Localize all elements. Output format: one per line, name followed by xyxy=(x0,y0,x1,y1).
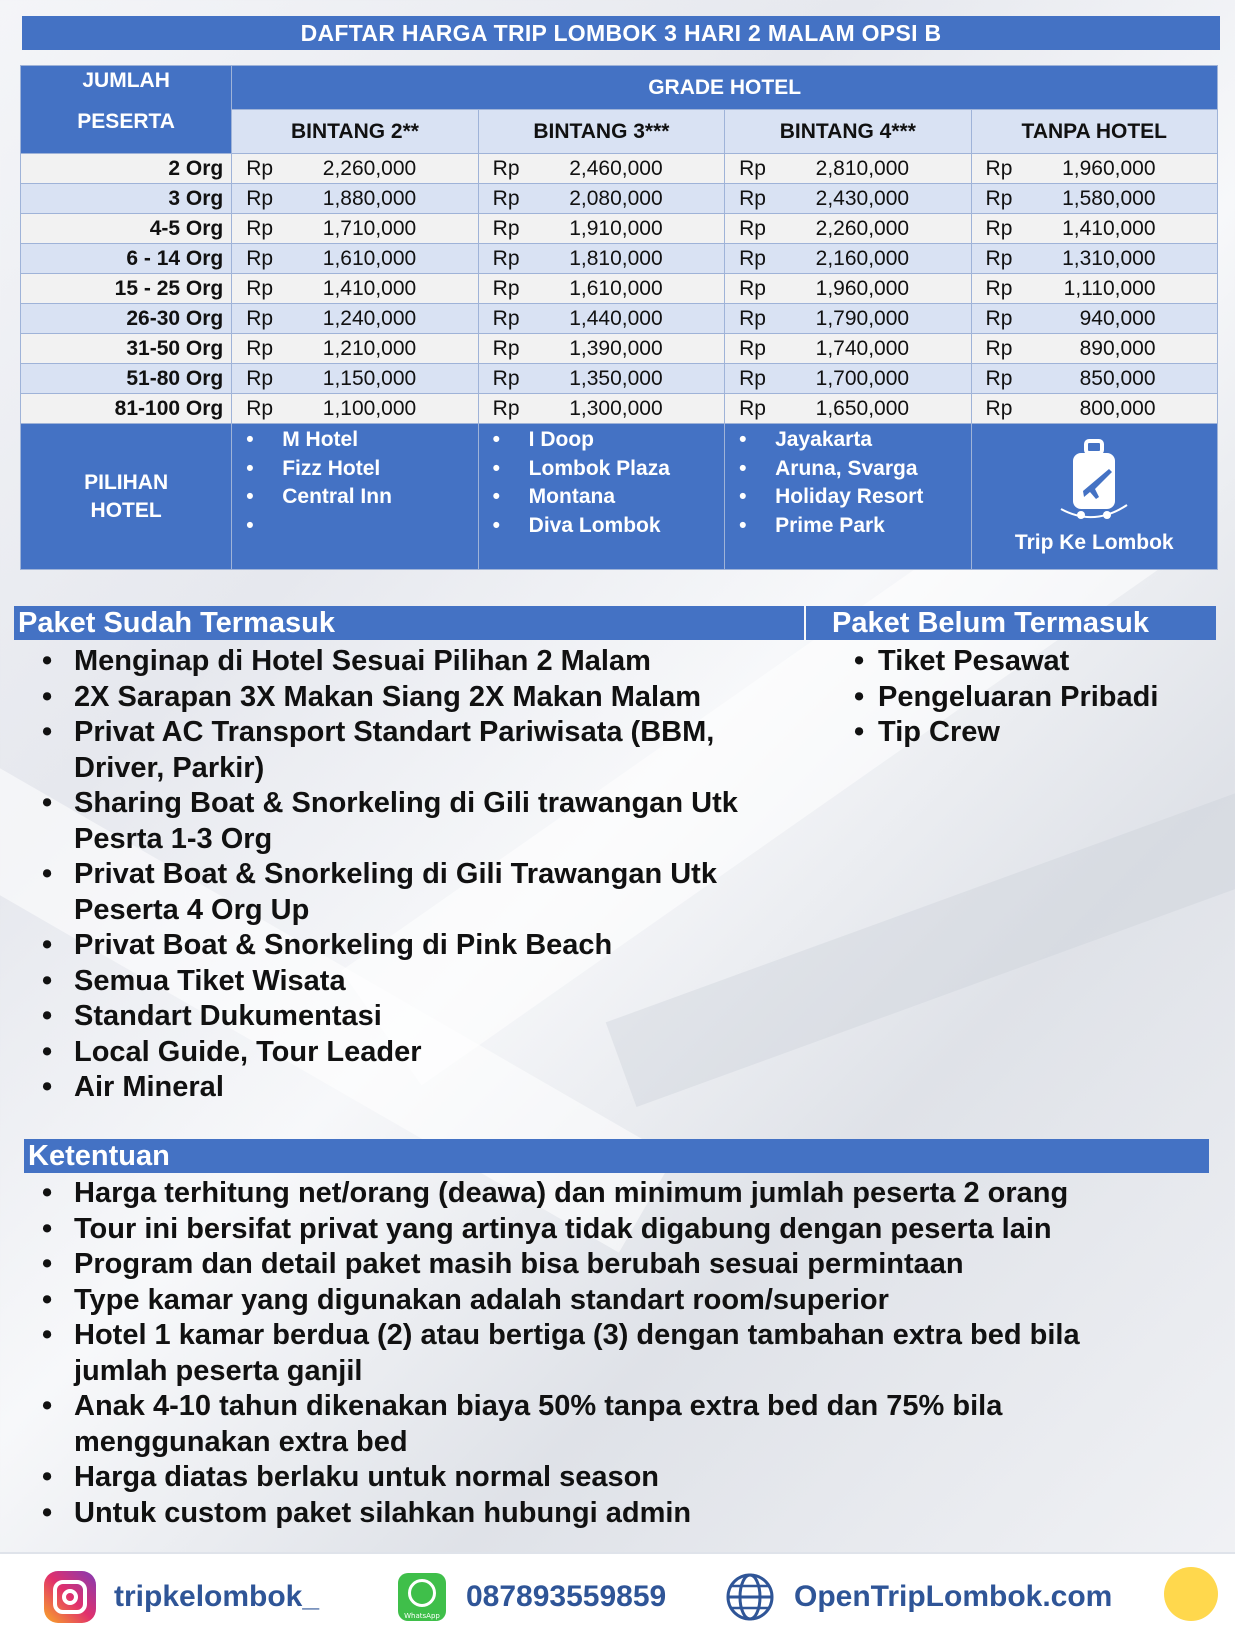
list-item: • Anak 4-10 tahun dikenakan biaya 50% tanpa extra bed dan 75% bila menggunakan extra bed xyxy=(20,1389,1200,1460)
price-amount: 1,100,000 xyxy=(322,396,417,420)
price-cell xyxy=(232,334,478,364)
list-item: • Tour ini bersifat privat yang artinya tidak digabung dengan peserta lain xyxy=(20,1212,1200,1248)
currency-label: Rp xyxy=(739,306,766,330)
price-amount: 2,460,000 xyxy=(569,156,663,180)
price-cell xyxy=(232,214,478,244)
table-row xyxy=(21,334,1218,364)
currency-label: Rp xyxy=(985,156,1013,180)
currency-label: Rp xyxy=(246,216,274,240)
price-cell xyxy=(478,304,724,334)
price-cell xyxy=(232,244,478,274)
participant-count: 51-80 Org xyxy=(21,364,232,394)
price-amount: 2,080,000 xyxy=(569,186,663,210)
hotel-item: • Aruna, Svarga xyxy=(735,455,970,484)
table-row xyxy=(21,214,1218,244)
currency-label: Rp xyxy=(985,306,1013,330)
participant-count: 3 Org xyxy=(21,184,232,214)
column-header: TANPA HOTEL xyxy=(971,110,1217,154)
website-contact[interactable] xyxy=(724,1572,1112,1622)
hotel-item: • M Hotel xyxy=(242,426,477,455)
price-amount: 1,960,000 xyxy=(1062,156,1156,180)
price-cell xyxy=(725,334,971,364)
excluded-list xyxy=(850,644,1220,751)
price-cell xyxy=(725,244,971,274)
price-amount: 2,260,000 xyxy=(815,216,910,240)
price-amount: 1,410,000 xyxy=(322,276,417,300)
price-amount: 2,160,000 xyxy=(815,246,910,270)
currency-label: Rp xyxy=(492,366,520,390)
header-jumlah-label: JUMLAH xyxy=(82,69,170,92)
price-cell xyxy=(971,214,1217,244)
list-item: • 2X Sarapan 3X Makan Siang 2X Makan Malam xyxy=(20,680,780,716)
price-amount: 1,910,000 xyxy=(569,216,663,240)
price-amount: 1,150,000 xyxy=(322,366,417,390)
currency-label: Rp xyxy=(985,276,1013,300)
price-cell xyxy=(232,154,478,184)
list-item: • Pengeluaran Pribadi xyxy=(850,680,1220,716)
price-amount: 1,580,000 xyxy=(1062,186,1156,210)
price-amount: 1,300,000 xyxy=(569,396,663,420)
column-header: BINTANG 3*** xyxy=(478,110,724,154)
price-amount: 1,390,000 xyxy=(569,336,663,360)
price-cell xyxy=(971,334,1217,364)
price-cell xyxy=(232,394,478,424)
globe-icon xyxy=(724,1571,776,1623)
hotel-item: • Montana xyxy=(489,483,724,512)
hotel-options-row xyxy=(21,424,1218,570)
currency-label: Rp xyxy=(246,306,274,330)
hotel-item: • Holiday Resort xyxy=(735,483,970,512)
excluded-heading: Paket Belum Termasuk xyxy=(806,606,1216,640)
currency-label: Rp xyxy=(246,336,274,360)
currency-label: Rp xyxy=(739,156,766,180)
price-cell xyxy=(478,184,724,214)
price-cell xyxy=(478,364,724,394)
price-amount: 890,000 xyxy=(1079,336,1156,360)
column-header: BINTANG 4*** xyxy=(725,110,971,154)
currency-label: Rp xyxy=(246,276,274,300)
brand-logo xyxy=(971,424,1217,570)
page-title: DAFTAR HARGA TRIP LOMBOK 3 HARI 2 MALAM OPSI B xyxy=(22,16,1220,50)
price-cell xyxy=(478,244,724,274)
footer-contact-bar xyxy=(0,1552,1235,1635)
hotel-list-bintang-2 xyxy=(232,424,478,570)
price-amount: 1,210,000 xyxy=(322,336,417,360)
hotel-list-bintang-4 xyxy=(725,424,971,570)
price-cell xyxy=(971,154,1217,184)
table-row xyxy=(21,184,1218,214)
suitcase-airplane-icon xyxy=(1059,439,1129,521)
price-cell xyxy=(232,304,478,334)
hotel-label-line: HOTEL xyxy=(90,498,162,522)
whatsapp-number[interactable]: 087893559859 xyxy=(466,1580,667,1613)
hotel-item: • Diva Lombok xyxy=(489,512,724,541)
price-amount: 940,000 xyxy=(1079,306,1156,330)
price-amount: 2,430,000 xyxy=(815,186,910,210)
currency-label: Rp xyxy=(739,396,766,420)
price-amount: 1,790,000 xyxy=(815,306,910,330)
price-amount: 1,700,000 xyxy=(815,366,910,390)
included-list xyxy=(20,644,780,1106)
price-cell xyxy=(725,154,971,184)
list-item: • Air Mineral xyxy=(20,1070,780,1106)
list-item: • Menginap di Hotel Sesuai Pilihan 2 Malam xyxy=(20,644,780,680)
price-cell xyxy=(232,364,478,394)
price-amount: 850,000 xyxy=(1079,366,1156,390)
hotel-item: • Central Inn xyxy=(242,483,477,512)
price-amount: 800,000 xyxy=(1079,396,1156,420)
currency-label: Rp xyxy=(739,186,766,210)
table-row xyxy=(21,304,1218,334)
list-item: • Sharing Boat & Snorkeling di Gili trawangan Utk Pesrta 1-3 Org xyxy=(20,786,780,857)
hotel-item: • I Doop xyxy=(489,426,724,455)
currency-label: Rp xyxy=(246,246,274,270)
terms-heading: Ketentuan xyxy=(24,1139,1209,1173)
whatsapp-icon xyxy=(398,1573,446,1621)
price-cell xyxy=(478,154,724,184)
currency-label: Rp xyxy=(492,246,520,270)
hotel-item xyxy=(242,512,477,541)
column-header: BINTANG 2** xyxy=(232,110,478,154)
currency-label: Rp xyxy=(246,156,274,180)
participant-count: 15 - 25 Org xyxy=(21,274,232,304)
price-amount: 1,710,000 xyxy=(322,216,417,240)
list-item: • Harga terhitung net/orang (deawa) dan minimum jumlah peserta 2 orang xyxy=(20,1176,1200,1212)
terms-list xyxy=(20,1176,1200,1531)
hotel-item: • Jayakarta xyxy=(735,426,970,455)
price-cell xyxy=(725,394,971,424)
price-cell xyxy=(478,394,724,424)
price-cell xyxy=(725,304,971,334)
whatsapp-icon-label: WhatsApp xyxy=(404,1612,440,1620)
currency-label: Rp xyxy=(492,276,520,300)
decorative-dot xyxy=(1164,1567,1218,1621)
currency-label: Rp xyxy=(246,186,274,210)
list-item: • Local Guide, Tour Leader xyxy=(20,1035,780,1071)
participant-count: 4-5 Org xyxy=(21,214,232,244)
currency-label: Rp xyxy=(492,216,520,240)
price-cell xyxy=(971,304,1217,334)
brand-name: Trip Ke Lombok xyxy=(1014,530,1174,554)
price-cell xyxy=(971,244,1217,274)
whatsapp-contact[interactable] xyxy=(398,1572,666,1622)
price-cell xyxy=(971,364,1217,394)
participant-count: 26-30 Org xyxy=(21,304,232,334)
price-cell xyxy=(725,184,971,214)
currency-label: Rp xyxy=(739,246,766,270)
price-amount: 1,110,000 xyxy=(1063,276,1156,300)
price-amount: 1,310,000 xyxy=(1062,246,1156,270)
currency-label: Rp xyxy=(985,336,1013,360)
header-jumlah-peserta xyxy=(21,66,232,154)
table-row xyxy=(21,394,1218,424)
price-amount: 1,960,000 xyxy=(815,276,910,300)
currency-label: Rp xyxy=(985,246,1013,270)
currency-label: Rp xyxy=(985,396,1013,420)
price-amount: 1,880,000 xyxy=(322,186,417,210)
list-item: • Program dan detail paket masih bisa berubah sesuai permintaan xyxy=(20,1247,1200,1283)
hotel-item: • Fizz Hotel xyxy=(242,455,477,484)
price-cell xyxy=(725,214,971,244)
currency-label: Rp xyxy=(739,216,766,240)
hotel-label-line: PILIHAN xyxy=(84,470,169,494)
list-item: • Tip Crew xyxy=(850,715,1220,751)
instagram-handle[interactable]: tripkelombok_ xyxy=(114,1580,320,1613)
currency-label: Rp xyxy=(739,336,766,360)
included-heading: Paket Sudah Termasuk xyxy=(14,606,804,640)
currency-label: Rp xyxy=(985,186,1013,210)
price-cell xyxy=(232,274,478,304)
price-amount: 2,260,000 xyxy=(322,156,417,180)
website-link[interactable]: OpenTripLombok.com xyxy=(794,1580,1113,1613)
currency-label: Rp xyxy=(492,156,520,180)
list-item: • Privat Boat & Snorkeling di Pink Beach xyxy=(20,928,780,964)
hotel-options-label xyxy=(21,424,232,570)
currency-label: Rp xyxy=(492,186,520,210)
list-item: • Standart Dukumentasi xyxy=(20,999,780,1035)
price-amount: 1,610,000 xyxy=(569,276,663,300)
list-item: • Hotel 1 kamar berdua (2) atau bertiga (3) dengan tambahan extra bed bila jumlah peserta ganjil xyxy=(20,1318,1200,1389)
instagram-contact[interactable] xyxy=(44,1572,319,1622)
price-cell xyxy=(971,184,1217,214)
price-amount: 2,810,000 xyxy=(815,156,910,180)
price-amount: 1,440,000 xyxy=(569,306,663,330)
price-amount: 1,740,000 xyxy=(815,336,910,360)
price-cell xyxy=(725,274,971,304)
price-cell xyxy=(478,334,724,364)
price-amount: 1,650,000 xyxy=(815,396,910,420)
table-row xyxy=(21,364,1218,394)
list-item: • Tiket Pesawat xyxy=(850,644,1220,680)
hotel-item: • Lombok Plaza xyxy=(489,455,724,484)
price-cell xyxy=(971,274,1217,304)
currency-label: Rp xyxy=(985,216,1013,240)
price-cell xyxy=(478,214,724,244)
currency-label: Rp xyxy=(739,276,766,300)
list-item: • Type kamar yang digunakan adalah standart room/superior xyxy=(20,1283,1200,1319)
table-row xyxy=(21,274,1218,304)
currency-label: Rp xyxy=(492,306,520,330)
price-amount: 1,610,000 xyxy=(322,246,417,270)
currency-label: Rp xyxy=(246,396,274,420)
price-cell xyxy=(232,184,478,214)
list-item: • Privat Boat & Snorkeling di Gili Trawangan Utk Peserta 4 Org Up xyxy=(20,857,780,928)
header-peserta-label: PESERTA xyxy=(77,110,175,133)
header-grade-hotel: GRADE HOTEL xyxy=(232,66,1218,110)
currency-label: Rp xyxy=(492,336,520,360)
price-table xyxy=(20,65,1218,570)
participant-count: 81-100 Org xyxy=(21,394,232,424)
hotel-item: • Prime Park xyxy=(735,512,970,541)
table-row xyxy=(21,244,1218,274)
list-item: • Privat AC Transport Standart Pariwisata (BBM, Driver, Parkir) xyxy=(20,715,780,786)
instagram-icon xyxy=(44,1571,96,1623)
table-row xyxy=(21,154,1218,184)
price-amount: 1,240,000 xyxy=(322,306,417,330)
price-amount: 1,810,000 xyxy=(569,246,663,270)
participant-count: 31-50 Org xyxy=(21,334,232,364)
currency-label: Rp xyxy=(246,366,274,390)
price-amount: 1,410,000 xyxy=(1062,216,1156,240)
price-cell xyxy=(971,394,1217,424)
list-item: • Harga diatas berlaku untuk normal season xyxy=(20,1460,1200,1496)
currency-label: Rp xyxy=(739,366,766,390)
currency-label: Rp xyxy=(492,396,520,420)
list-item: • Untuk custom paket silahkan hubungi admin xyxy=(20,1496,1200,1532)
list-item: • Semua Tiket Wisata xyxy=(20,964,780,1000)
price-cell xyxy=(478,274,724,304)
hotel-list-bintang-3 xyxy=(478,424,724,570)
currency-label: Rp xyxy=(985,366,1013,390)
participant-count: 2 Org xyxy=(21,154,232,184)
price-amount: 1,350,000 xyxy=(569,366,663,390)
price-cell xyxy=(725,364,971,394)
participant-count: 6 - 14 Org xyxy=(21,244,232,274)
